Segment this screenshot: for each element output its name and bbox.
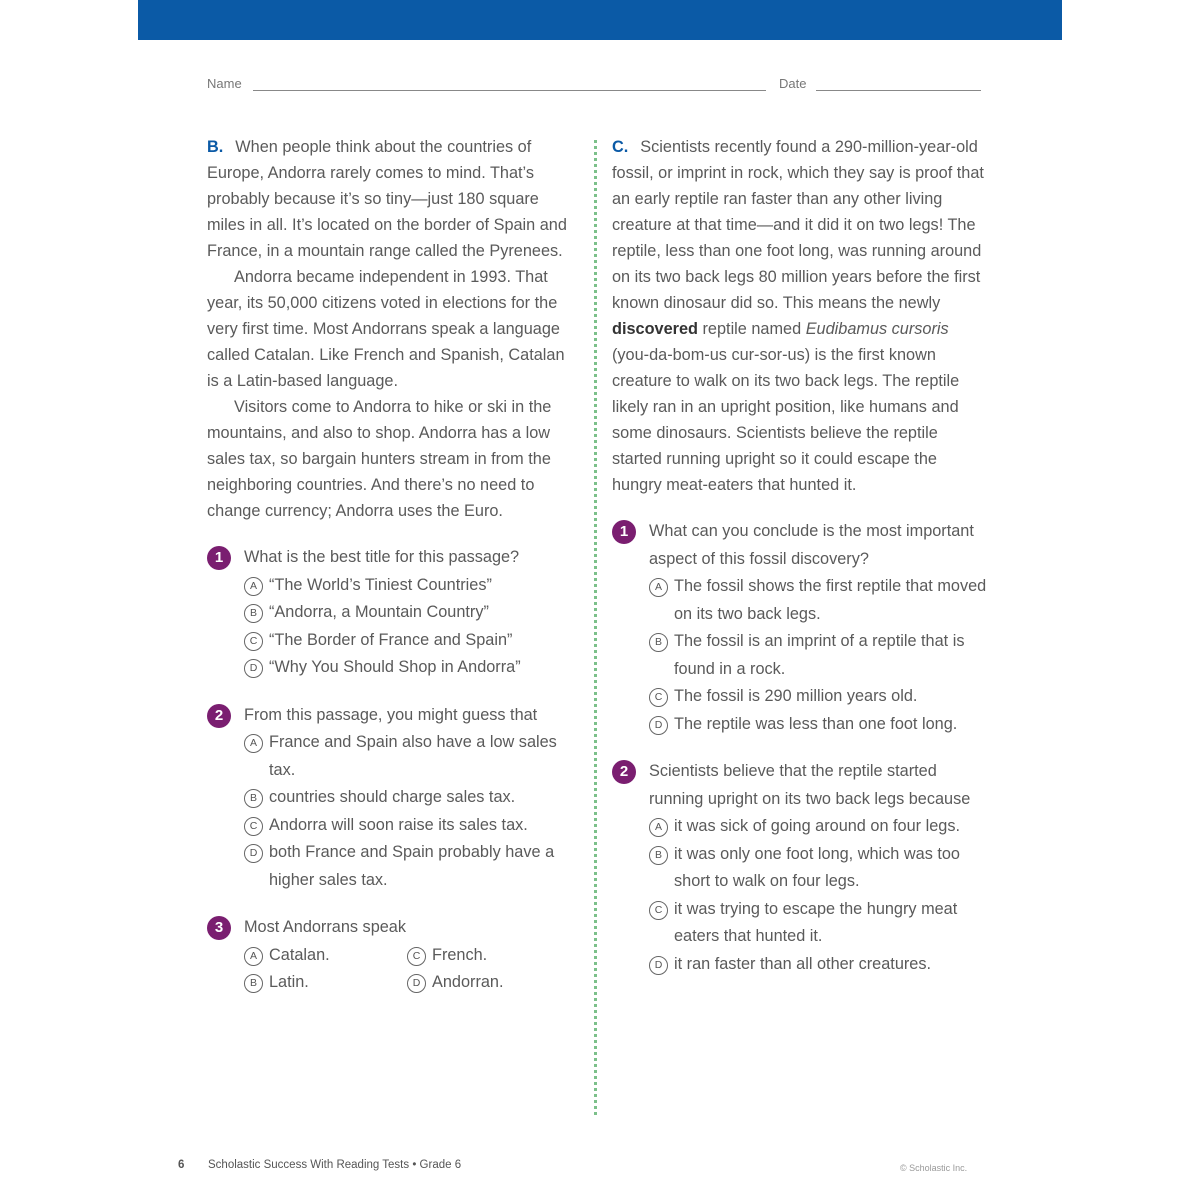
question-number-badge: 1 [207,546,231,570]
option-bubble[interactable]: D [244,659,263,678]
option-bubble[interactable]: B [244,604,263,623]
option-bubble[interactable]: B [244,789,263,808]
answer-option[interactable]: A it was sick of going around on four legs. [649,813,990,841]
answer-option[interactable]: A France and Spain also have a low sales tax. [244,729,579,784]
vocabulary-word: discovered [612,320,698,338]
question-item [612,518,990,738]
option-bubble[interactable]: C [649,901,668,920]
answer-option[interactable]: C it was trying to escape the hungry meat eaters that hunted it. [649,896,990,951]
passage-c-paragraph: C. Scientists recently found a 290-million-year-old fossil, or imprint in rock, which they say is proof that an early reptile ran faster than any other living creature at that time—and it did it on two legs! The reptile, less than one foot long, was running around on its two back legs 80 million years before the first known dinosaur did so. This means the newly discovered reptile named Eudibamus cursoris (you-da-bom-us cur-sor-us) is the first known creature to walk on its two back legs. The reptile likely ran in an upright position, like humans and some dinosaurs. Scientists believe the reptile started running upright so it could escape the hungry meat-eaters that hunted it. [612,138,984,494]
option-bubble[interactable]: D [649,956,668,975]
answer-option[interactable]: A Catalan. [244,942,407,970]
question-number-badge: 2 [612,760,636,784]
passage-b-column [207,134,579,997]
question-item [207,702,579,895]
answer-option[interactable]: B The fossil is an imprint of a reptile that is found in a rock. [649,628,990,683]
option-bubble[interactable]: D [244,844,263,863]
answer-option[interactable]: B countries should charge sales tax. [244,784,579,812]
answer-option[interactable]: C French. [407,942,557,970]
question-text: What is the best title for this passage? [244,548,520,566]
question-text: Most Andorrans speak [244,918,406,936]
option-bubble[interactable]: C [649,688,668,707]
answer-option[interactable]: D it ran faster than all other creatures. [649,951,990,979]
name-label: Name [207,76,242,91]
option-bubble[interactable]: B [649,846,668,865]
answer-option[interactable]: C “The Border of France and Spain” [244,627,579,655]
answer-option[interactable]: C The fossil is 290 million years old. [649,683,990,711]
passage-c-column [612,134,990,978]
question-item [207,914,579,997]
date-line [816,90,981,91]
top-color-bar [138,0,1062,40]
option-bubble[interactable]: C [407,947,426,966]
passage-b-paragraph: B. When people think about the countries of Europe, Andorra rarely comes to mind. That’s probably because it’s so tiny—just 180 square miles in all. It’s located on the border of Spain and France, in a mountain range called the Pyrenees. [207,138,567,260]
option-bubble[interactable]: A [244,734,263,753]
question-text: From this passage, you might guess that [244,705,538,724]
answer-option[interactable]: B “Andorra, a Mountain Country” [244,599,579,627]
option-bubble[interactable]: A [244,577,263,596]
option-bubble[interactable]: A [649,818,668,837]
page-number: 6 [178,1159,185,1171]
answer-option[interactable]: B it was only one foot long, which was too short to walk on four legs. [649,841,990,896]
option-bubble[interactable]: A [244,947,263,966]
answer-option[interactable]: A The fossil shows the first reptile that moved on its two back legs. [649,573,990,628]
book-title: Scholastic Success With Reading Tests • Grade 6 [208,1159,462,1171]
option-bubble[interactable]: C [244,817,263,836]
date-label: Date [779,76,807,91]
answer-option[interactable]: B Latin. [244,969,407,997]
question-number-badge: 3 [207,916,231,940]
answer-option[interactable]: D “Why You Should Shop in Andorra” [244,654,579,682]
answer-option[interactable]: D Andorran. [407,969,557,997]
option-bubble[interactable]: D [407,974,426,993]
copyright-notice: © Scholastic Inc. [900,1163,968,1173]
passage-b-paragraph: Andorra became independent in 1993. That year, its 50,000 citizens voted in elections for the very first time. Most Andorrans speak a language called Catalan. Like French and Spanish, Catalan is a Latin-based language. [207,268,565,390]
answer-option[interactable]: D The reptile was less than one foot long. [649,711,990,739]
name-date-row [207,76,981,96]
question-number-badge: 2 [207,704,231,728]
question-item [207,544,579,682]
section-letter: B. [207,138,224,156]
section-letter: C. [612,138,629,156]
option-bubble[interactable]: C [244,632,263,651]
answer-option[interactable]: C Andorra will soon raise its sales tax. [244,812,579,840]
name-line [253,90,766,91]
option-bubble[interactable]: B [649,633,668,652]
species-name: Eudibamus cursoris [805,320,949,338]
option-bubble[interactable]: B [244,974,263,993]
column-divider [594,140,597,1115]
question-item [612,758,990,978]
question-number-badge: 1 [612,520,636,544]
option-bubble[interactable]: A [649,578,668,597]
passage-b-paragraph: Visitors come to Andorra to hike or ski in the mountains, and also to shop. Andorra has a low sales tax, so bargain hunters stream in from the neighboring countries. And there’s no need to change currency; Andorra uses the Euro. [207,398,552,520]
question-text: Scientists believe that the reptile started running upright on its two back legs because [649,762,971,808]
option-bubble[interactable]: D [649,716,668,735]
answer-option[interactable]: D both France and Spain probably have a higher sales tax. [244,839,579,894]
answer-option[interactable]: A “The World’s Tiniest Countries” [244,572,579,600]
question-text: What can you conclude is the most important aspect of this fossil discovery? [649,522,974,568]
